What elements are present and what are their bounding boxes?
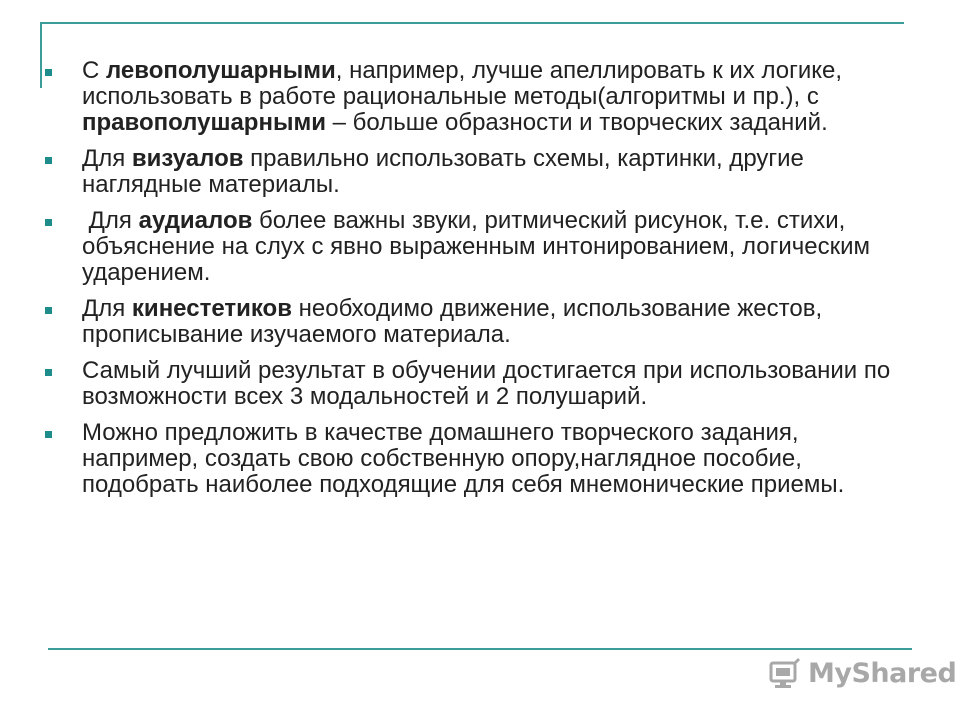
bullet-marker — [45, 219, 52, 226]
bullet-marker — [45, 69, 52, 76]
bullet-bold-term: левополушарными — [106, 57, 336, 84]
bullet-bold-term: правополушарными — [82, 109, 326, 136]
bullet-marker — [45, 431, 52, 438]
watermark-text: MyShared — [808, 657, 957, 689]
bullet-marker — [45, 369, 52, 376]
bullet-text: более важны звуки, ритмический рисунок, т.е. стихи, объяснение на слух с явно выраженным интонированием, логическим ударением. — [82, 207, 877, 286]
bullet-text: Для — [82, 207, 139, 234]
myshared-watermark — [768, 656, 956, 690]
bullet-item — [40, 58, 900, 136]
bottom-divider — [48, 648, 912, 650]
myshared-logo-icon — [768, 656, 802, 690]
bullet-item — [40, 358, 900, 410]
bullet-marker — [45, 157, 52, 164]
bullet-item — [40, 146, 900, 198]
bullet-bold-term: кинестетиков — [131, 295, 292, 322]
bullet-marker — [45, 307, 52, 314]
bullet-text: Для — [82, 145, 132, 172]
bullet-text: Самый лучший результат в обучении достигается при использовании по возможности всех 3 модальностей и 2 полушарий. — [82, 357, 897, 410]
bullet-text: необходимо движение, использование жестов, прописывание изучаемого материала. — [82, 295, 829, 348]
bullet-item — [40, 208, 900, 286]
top-divider — [40, 22, 904, 24]
bullet-bold-term: аудиалов — [138, 207, 253, 234]
bullet-text: Можно предложить в качестве домашнего творческого задания, например, создать свою собственную опору,наглядное пособие, подобрать наиболее подходящие для себя мнемонические приемы. — [82, 419, 845, 498]
bullet-bold-term: визуалов — [131, 145, 244, 172]
bullet-text: , например, лучше апеллировать к их логике, использовать в работе рациональные методы(алгоритмы и пр.), с — [82, 57, 849, 110]
bullet-text: правильно использовать схемы, картинки, другие наглядные материалы. — [82, 145, 811, 198]
bullet-item — [40, 420, 900, 498]
bullet-text: – больше образности и творческих заданий. — [325, 109, 828, 136]
bullet-text: С — [82, 57, 106, 84]
bullet-text: Для — [82, 295, 132, 322]
bullet-list — [40, 58, 900, 508]
bullet-item — [40, 296, 900, 348]
